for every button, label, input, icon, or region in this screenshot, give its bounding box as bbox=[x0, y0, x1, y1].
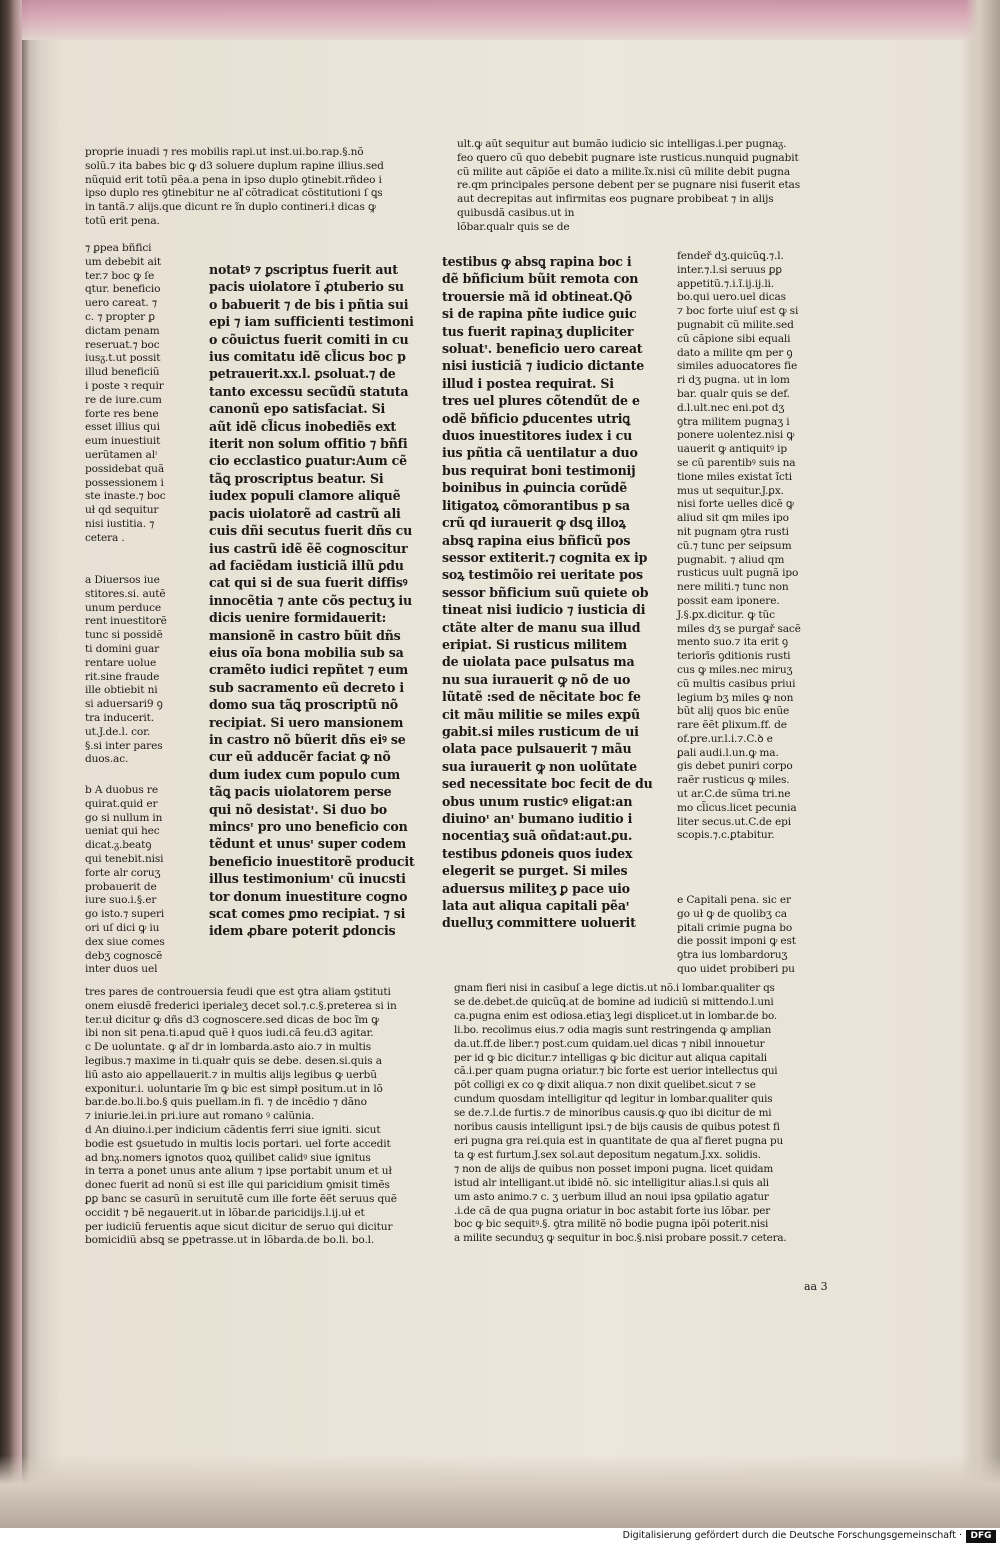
page-edge-left bbox=[0, 0, 22, 1528]
right-bottom-gloss: gnam fieri nisi in casibuſ a lege dictis.ut nõ.i lombar.qualiter qs se de.debet.de quicũꝗ.at de bomine ad iudiciũ si mittendo.l.uni ca.pugna enim est odiosa.etiaʒ legi displicet.ut in lombar.de bo. li.bo. recolimus eius.⁊ odia magis sunt restringenda ꝙ amplian da.ut.ff.de liber.⁊ post.cum quidam.uel dicas ⁊ nibil innouetur per id ꝙ bic dicitur.⁊ intelligas ꝙ bic dicitur aut aliqua capitali cã.i.per quam pugna oriatur.⁊ bic forte est uerior intellectus qui põt colligi ex co ꝙ dixit aliqua.⁊ non dixit quelibet.sicut ⁊ se cundum quosdam intelligitur qd legitur in lombar.qualiter quis se de.⁊.l.de furtis.⁊ de minoribus causis.ꝙ quo ibi dicitur de mi noribus causis intelligunt ipsi.⁊ de bijs causis de quibus potest fi eri pugna gra rei.quia est in quantitate de qua aľ fieret pugna pu ta ꝙ est furtum.J.sex sol.aut depositum negatum.J.xx. solidis. ⁊ non de alijs de quibus non posset imponi pugna. licet quidam istud alr intelligant.ut ibidẽ nõ. sic intelligitur alias.l.si quis ali um asto animo.⁊ c. ʒ uerbum illud an noui ipsa ꝯpilatio agatur .i.de cã de qua pugna oriatur in boc astabit forte ius lõbar. per boc ꝙ bic sequitꝰ.§. ꝯtra militẽ nõ bodie pugna ipõi poterit.nisi a milite secunduʒ ꝙ sequitur in boc.§.nisi probare possit.⁊ cetera. bbox=[454, 982, 787, 1245]
footer-credit: Digitalisierung gefördert durch die Deutsche Forschungsgemeinschaft · bbox=[622, 1530, 962, 1541]
right-main-text: testibus ꝙ absꝗ rapina boc i dẽ bñficium bũit remota con trouersie mã id obtineat.Qõ si de rapina pñte iudice ꝯuic tus fuerit rapinaʒ dupliciter soluatᶦ. beneficio uero careat nisi iusticiã ⁊ iudicio dictante illud i postea requirat. Si tres uel plures cõtendũt de e odẽ bñficio ꝑducentes utriꝗ duos inuestitores iudex i cu ius pñtia cã uentilatur a duo bus requirat boni testimonij boinibus in ꝓuincia corũdẽ litigatoꝝ cõmorantibus p sa crũ qd iurauerit ꝙ dsꝗ illoꝝ absꝗ rapina eius bñficũ pos sessor extiterit.⁊ cognita ex ip soꝝ testimõio rei ueritate pos sessor bñficium suũ quiete ob tineat nisi iudicio ⁊ iusticia di ctãte alter de manu sua illud eripiat. Si rusticus militem de uiolata pace pulsatus ma nu sua iurauerit ꝙ nõ de uo lũtatẽ :sed de nẽcitate boc fe cit mãu militie se miles expũ gabit.si miles rusticum de ui olata pace pulsauerit ⁊ mãu sua iurauerit ꝙ non uolũtate sed necessitate boc fecit de du obus unum rusticꝰ eligat:an diuinoᶦ anᶦ bumano iuditio i nocentiaʒ suã oñdat:aut.ꝑu. testibus ꝑdoneis quos iudex elegerit se purget. Si miles aduersus militeʒ ꝑ pace uio lata aut aliqua capitali pẽaᶦ duelluʒ committere uoluerit bbox=[442, 254, 653, 931]
left-margin-gloss-a: a Diuersos iue stitores.si. autẽ unum perduce rent inuestitorẽ tunc si possidẽ ti domini guar rentare uolue rit.sine fraude ille obtiebit ni si aduersari9 ꝯ tra inducerit. ut.J.de.l. cor. §.si inter pares duos.ac. bbox=[85, 574, 167, 766]
left-bottom-gloss: tres pares de controuersia feudi que est ꝯtra aliam ꝯstituti onem eiusdẽ frederici iperialeʒ decet sol.⁊.c.§.preterea si in ter.uł dicitur ꝙ dñs d3 cognoscere.sed dicas de boc ĩm ꝙ ibi non sit pena.ti.apud quẽ ł quos iudi.cã feu.d3 agitar. c De uoluntate. ꝙ aľ dr in lombarda.asto aio.⁊ in multis legibus.⁊ maxime in ti.quałr quis se debe. desen.si.quis a liũ asto aio appellauerit.⁊ in multis alijs legibus ꝙ uerbũ exponitur.i. uoluntarie ĩm ꝙ bic est simpł positum.ut in lõ bar.de.bo.li.bo.§ quis puellam.in fi. ⁊ de incẽdio ⁊ dãno ⁊ iniurie.lei.in pri.iure aut romano ꝰ calũnia. d An diuino.i.per indicium cãdentis ferri siue igniti. sicut bodie est ꝯsuetudo in multis locis portari. uel forte accedit ad bnᵹ.nomers ignotos quoꝝ quilibet calidꝰ siue ignitus in terra a ponet unus ante alium ⁊ ipse portabit unum et uł donec fuerit ad nonũ si est ille qui paricidium ꝯmisit timẽs ꝑꝑ banc se casurũ in seruitutẽ cum ille forte ẽẽt seruus quẽ occidit ⁊ bẽ negauerit.ut in lõbar.de paricidijs.l.ij.uł et per iudiciũ feruentis aque sicut dicitur de seruo qui dicitur bomicidiũ absꝗ se ꝑpetrasse.ut in lõbarda.de bo.li. bo.l. bbox=[85, 986, 397, 1247]
left-main-text: notatꝰ ⁊ ꝑscriptus fuerit aut pacis uiolatore ĩ ꝓtuberio su o babuerit ⁊ de bis i pñtia sui epi ⁊ iam sufficienti testimoni o cõuictus fuerit comiti in cu ius comitatu idẽ cl̃icus boc p petrauerit.xx.l. ꝑsoluat.⁊ de tanto excessu secũdũ statuta canonũ epo satisfaciat. Si aũt idẽ cl̃icus inobediẽs ext iterit non solum offitio ⁊ bñfi cio ecclastico ꝑuatur:Aum cẽ tãꝗ proscriptus beatur. Si iudex populi clamore aliquẽ pacis uiolatorẽ ad castrũ ali cuis dñi secutus fuerit dñs cu ius castrũ idẽ ẽẽ cognoscitur ad faciẽdam iusticiã illũ ꝑdu cat qui si de sua fuerit diffisꝰ innocẽtia ⁊ ante cõs pectuʒ iu dicis uenire formidauerit: mansionẽ in castro bũit dñs eius oĩa bona mobilia sub sa cramẽto iudici repñtet ⁊ eum sub sacramento eũ decreto i domo sua tãꝗ proscriptũ nõ recipiat. Si uero mansionem in castro nõ bũerit dñs eiꝰ se cur eũ adducẽr faciat ꝙ nõ dum iudex cum populo cum tãꝗ pacis uiolatorem perse qui nõ desistatᶦ. Si duo bo mincsᶦ pro uno beneficio con tẽdunt et unusᶦ super codem beneficio inuestitorẽ producit illus testimoniumᶦ cũ inucsti tor donum inuestiture cogno scat comes ꝑmo recipiat. ⁊ si idem ꝓbare poterit ꝑdoncis bbox=[209, 262, 415, 939]
left-margin-gloss-b: b A duobus re quirat.quid er go si nullum in ueniat qui hec dicat.ᵹ.beatꝯ qui tenebit.nisi forte alr coruʒ probauerit de iure suo.i.§.er go isto.⁊ superi ori uſ dici ꝙ iu dex siue comes debʒ cognoscẽ inter duos uel bbox=[85, 784, 165, 976]
right-margin-gloss-e: e Capitali pena. sic er go uł ꝙ de quolibʒ ca pitali crimie pugna bo die possit imponi ꝙ est ꝯtra ius lombardoruʒ quo uidet probiberi pu bbox=[677, 894, 796, 975]
right-top-gloss: ult.ꝙ aũt sequitur aut bumão iudicio sic intelligas.i.per pugnaᵹ. feo quero cũ quo debebit pugnare iste rusticus.nunquid pugnabit cũ milite aut cãpiõe ei dato a milite.ĩx.nisi cũ milite debit pugna re.qm principales persone debent per se pugnare nisi fuserit etas aut decrepitas aut infirmitas eos pugnare probibeat ⁊ in alijs quibusdã casibus.ut in lõbar.qualr quis se de bbox=[457, 138, 801, 233]
left-margin-gloss: ⁊ ꝑpea bñfici um debebit ait ter.⁊ boc ꝙ ſe qtur. beneficio uero careat. ⁊ c. ⁊ propter ꝑ dictam penam reseruat.⁊ boc iusᵹ.t.ut possit illud beneficiũ i poste ꝛ requir re de iure.cum forte res bene esset illius qui eum inuestiuit uerũtamen alᶦ possidebat quã possessionem i ste inaste.⁊ boc uł qd sequitur nisi iustitia. ⁊ cetera . bbox=[85, 242, 166, 544]
left-top-gloss: proprie inuadi ⁊ res mobilis rapi.ut inst.ui.bo.rap.§.nõ solũ.⁊ ita babes bic ꝙ d3 soluere duplum rapine illius.sed nũquid erit totũ pẽa.a pena in ipso duplo ꝯtinebit.rñdeo i ipso duplo res ꝯtinebitur ne aľ cõtradicat cõstitutioni ſ ꝗs in tantã.⁊ alijs.que dicunt re ĩn duplo contineri.ł dicas ꝙ totũ erit pena. bbox=[85, 146, 384, 227]
dfg-logo: DFG bbox=[966, 1530, 996, 1543]
manuscript-page bbox=[22, 6, 967, 1506]
signature-mark: aa 3 bbox=[804, 1280, 828, 1293]
right-margin-gloss: fendeř dʒ.quicũꝗ.⁊.l. inter.⁊.l.si seruus ꝑꝑ appetitũ.⁊.i.ĩ.ij.ij.li. bo.qui uero.uel dicas ⁊ boc forte uiuſ est ꝙ si pugnabit cũ milite.sed cũ cãpione sibi equali dato a milite qm per ꝯ similes aduocatores fie ri dʒ pugna. ut in lom bar. qualr quis se def. d.l.ult.nec eni.pot dʒ ꝯtra militem pugnaʒ i ponere uolentez.nisi ꝙ uauerit ꝙ antiquitꝰ ip se cũ parentibꝰ suis na tione miles existat ĩcti mus ut sequitur.J.ꝑx. nisi forte uelles dicẽ ꝙ aliud sit qm miles ipo nit pugnam ꝯtra rusti cũ.⁊ tunc per seipsum pugnabit. ⁊ aliud qm rusticus uult pugnã ipo nere militi.⁊ tunc non possit eam iponere. J.§.ꝑx.dicitur. ꝙ tũc miles dʒ se purgař sacẽ mento suo.⁊ ita erit ꝯ teriorīs ꝯditionis rusti cus ꝙ miles.nec miruʒ cũ multis casibus priui legium bʒ miles ꝙ non bũt alij quos bic enũe rare ẽẽt ꝑlixum.ff. de of.pre.ur.l.i.⁊.C.ꝺ e ꝑali audi.l.un.ꝙ ma. gis debet puniri corpo raẽr rusticus ꝙ miles. ut ar.C.de sũma tri.ne mo cl̃icus.licet pecunia liter secus.ut.C.de epi scopis.⁊.c.ꝑtabitur. bbox=[677, 250, 801, 842]
page-edge-right bbox=[965, 0, 1000, 1528]
